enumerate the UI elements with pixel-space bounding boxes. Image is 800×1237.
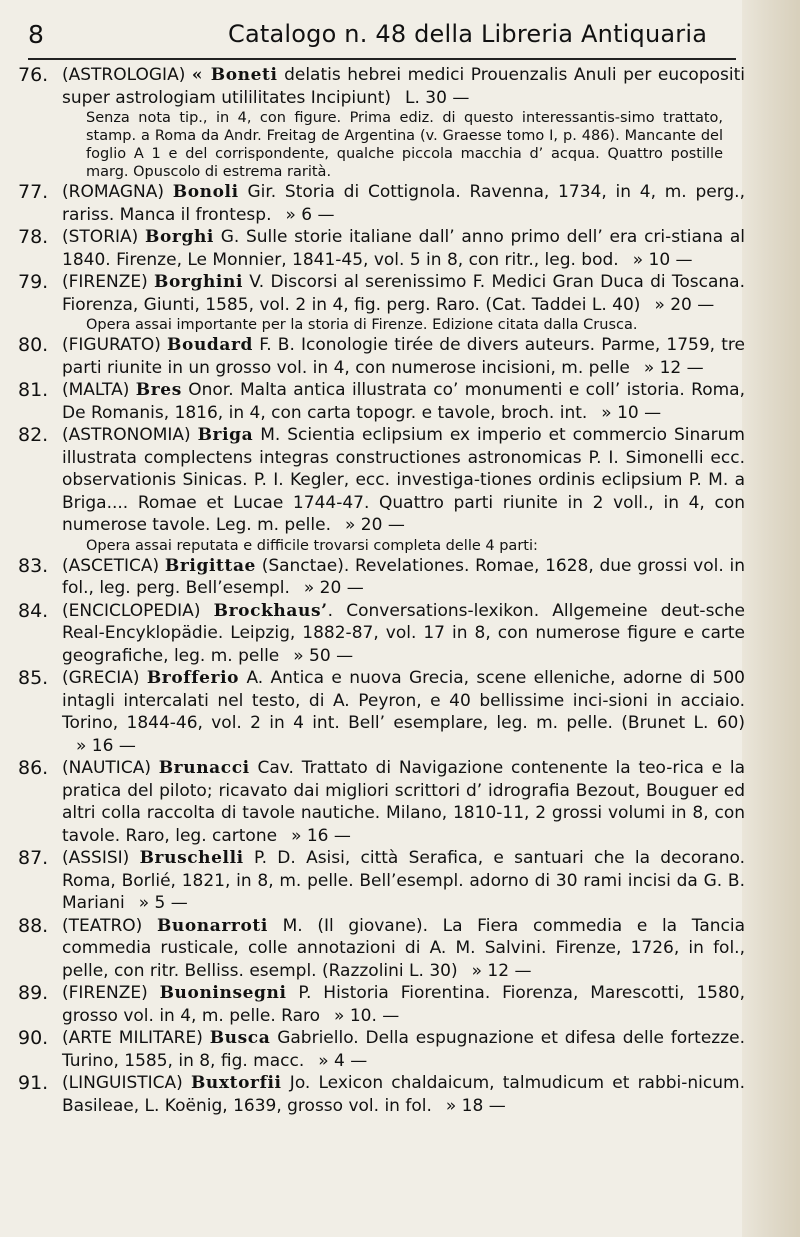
header-rule bbox=[28, 58, 736, 60]
entry-number: 88. bbox=[18, 914, 49, 937]
entry-number: 81. bbox=[18, 379, 49, 401]
entry-price: » 20 — bbox=[303, 578, 364, 598]
entry-subject: (FIRENZE) bbox=[62, 983, 160, 1003]
entry-author: Buxtorfii bbox=[190, 1073, 282, 1093]
entry-price: » 12 — bbox=[643, 357, 704, 378]
entry-number: 86. bbox=[18, 757, 49, 779]
entry-subject: (STORIA) bbox=[62, 227, 145, 247]
entry-description: V. Discorsi al serenissimo F. Medici Gran Duca di Toscana. Fiorenza, Giunti, 1585, vol. 2 in 4, fig. perg. Raro. (Cat. Taddei L. 40) bbox=[62, 272, 745, 315]
entry-subject: (ASCETICA) bbox=[62, 555, 165, 576]
catalog-entry bbox=[0, 379, 745, 424]
entry-price: » 10 — bbox=[601, 402, 662, 423]
entry-description: Cav. Trattato di Navigazione contenente la teo-rica e la pratica del piloto; ricavato dai migliori scrittori d’ idrografia Bezout, Bouguer ed altri colla raccolta di tavole nautiche. Milano, 1810-11, 2 grossi volumi in 8, con tavole. Raro, leg. cartone bbox=[62, 758, 745, 846]
entry-description: M. (Il giovane). La Fiera commedia e la Tancia commedia rusticale, colle annotazioni di A. M. Salvini. Firenze, 1726, in fol., pelle, con ritr. Belliss. esempl. (Razzolini L. 30) bbox=[62, 915, 745, 981]
entry-number: 84. bbox=[18, 599, 49, 622]
entry-body bbox=[0, 667, 745, 757]
entry-description: P. Historia Fiorentina. Fiorenza, Marescotti, 1580, grosso vol. in 4, m. pelle. Raro bbox=[62, 983, 745, 1026]
entry-description: A. Antica e nuova Grecia, scene elleniche, adorne di 500 intagli intercalati nel testo, di A. Peyron, e 40 bellissime inci-sioni in acciaio. Torino, 1844-46, vol. 2 in 4 int. Bell’ esemplare, leg. m. pelle. (Brunet L. 60) bbox=[62, 668, 745, 733]
entry-price: » 6 — bbox=[285, 204, 335, 225]
entry-price: » 4 — bbox=[318, 1050, 368, 1071]
entry-author: Busca bbox=[209, 1028, 271, 1048]
entry-subject: (FIRENZE) bbox=[62, 272, 155, 292]
catalog-entry bbox=[0, 847, 745, 915]
entry-body bbox=[0, 915, 745, 983]
entry-subject: (ASTROLOGIA) bbox=[62, 65, 192, 85]
entry-author: Briga bbox=[197, 425, 254, 445]
entry-author: Bonoli bbox=[172, 182, 239, 202]
running-title: Catalogo n. 48 della Libreria Antiquaria bbox=[228, 20, 708, 48]
entry-subject: (ENCICLOPEDIA) bbox=[62, 600, 214, 621]
entry-body bbox=[0, 226, 745, 271]
entry-price: » 50 — bbox=[293, 645, 354, 666]
entry-price: » 12 — bbox=[471, 960, 532, 981]
entry-note: Senza nota tip., in 4, con figure. Prima ediz. di questo interessantis-simo trattato, stamp. a Roma da Andr. Freitag de Argentina (v. Graesse tomo I, p. 486). Mancante del foglio A 1 e del corrispondente, qualche piccola macchia d’ acqua. Quattro postille marg. Opuscolo di estrema rarità. bbox=[86, 110, 723, 180]
entry-author: Buoninsegni bbox=[159, 983, 287, 1003]
entry-description: Gabriello. Della espugnazione et difesa delle fortezze. Turino, 1585, in 8, fig. macc. bbox=[62, 1028, 745, 1071]
entry-author: Brofferio bbox=[146, 668, 240, 688]
catalog-entry bbox=[0, 555, 745, 600]
catalog-entry bbox=[0, 1072, 745, 1117]
entry-author: Borghi bbox=[145, 227, 214, 247]
catalog-entry bbox=[0, 424, 745, 555]
entry-description: Onor. Malta antica illustrata co’ monumenti e coll’ istoria. Roma, De Romanis, 1816, in 4, con carta topogr. e tavole, broch. int. bbox=[62, 380, 745, 423]
entry-description: G. Sulle storie italiane dall’ anno primo dell’ era cri-stiana al 1840. Firenze, Le Monnier, 1841-45, vol. 5 in 8, con ritr., leg. bod. bbox=[62, 227, 745, 270]
page-number: 8 bbox=[28, 20, 44, 49]
entry-subject: (ASSISI) bbox=[62, 848, 140, 868]
entry-price: » 10 — bbox=[632, 249, 693, 270]
entry-body bbox=[0, 847, 745, 915]
catalog-entry bbox=[0, 226, 745, 271]
entry-author: Brockhaus’ bbox=[213, 600, 328, 621]
catalog-entry bbox=[0, 1027, 745, 1072]
entry-description: P. D. Asisi, città Serafica, e santuari che la decorano. Roma, Borlié, 1821, in 8, m. pelle. Bell’esempl. adorno di 30 rami incisi da G. B. Mariani bbox=[62, 848, 745, 913]
entry-body bbox=[0, 982, 745, 1027]
entry-description: . Conversations-lexikon. Allgemeine deut-sche Real-Encyklopädie. Leipzig, 1882-87, vol. 17 in 8, con numerose figure e carte geografiche, leg. m. pelle bbox=[62, 600, 745, 666]
entry-subject: (ASTRONOMIA) bbox=[62, 425, 198, 445]
catalog-entry bbox=[0, 915, 745, 983]
entry-note: Opera assai reputata e difficile trovarsi completa delle 4 parti: bbox=[86, 537, 538, 554]
entry-description: F. B. Iconologie tirée de divers auteurs. Parme, 1759, tre parti riunite in un grosso vol. in 4, con numerose incisioni, m. pelle bbox=[62, 335, 745, 378]
catalog-entry bbox=[0, 757, 745, 847]
entry-body bbox=[0, 757, 745, 847]
entry-number: 83. bbox=[18, 554, 49, 577]
catalog-entries bbox=[0, 64, 745, 1117]
entry-body bbox=[0, 181, 745, 226]
entry-number: 76. bbox=[18, 64, 49, 86]
entry-note: Opera assai importante per la storia di Firenze. Edizione citata dalla Crusca. bbox=[86, 317, 638, 333]
catalog-entry bbox=[0, 982, 745, 1027]
entry-body bbox=[0, 424, 745, 537]
entry-author: Borghini bbox=[154, 272, 244, 292]
entry-price: » 18 — bbox=[445, 1095, 506, 1116]
entry-number: 82. bbox=[18, 424, 49, 446]
entry-body bbox=[0, 379, 745, 424]
entry-price: » 16 — bbox=[291, 825, 351, 846]
entry-price: » 10. — bbox=[334, 1005, 400, 1026]
entry-price: » 20 — bbox=[345, 515, 405, 535]
entry-number: 78. bbox=[18, 226, 49, 248]
entry-description: M. Scientia eclipsium ex imperio et commercio Sinarum illustrata complectens integras constructiones astronomicas P. I. Simonelli ecc. observationis Sinicas. P. I. Kegler, ecc. investiga-tiones ordinis eclipsium P. M. a Briga.... Romae et Lucae 1744-47. Quattro parti riunite in 2 voll., in 4, con numerose tavole. Leg. m. pelle. bbox=[62, 425, 745, 535]
entry-price: » 16 — bbox=[76, 735, 136, 756]
entry-body bbox=[0, 271, 745, 316]
entry-number: 79. bbox=[18, 271, 49, 293]
entry-description: Jo. Lexicon chaldaicum, talmudicum et rabbi-nicum. Basileae, L. Koënig, 1639, grosso vol. in fol. bbox=[62, 1073, 745, 1116]
entry-subject: (LINGUISTICA) bbox=[62, 1073, 191, 1093]
entry-subject: (GRECIA) bbox=[62, 668, 147, 688]
entry-price: » 5 — bbox=[138, 893, 188, 913]
entry-author: Boudard bbox=[167, 335, 254, 355]
entry-subject: (ROMAGNA) bbox=[62, 182, 173, 202]
entry-number: 90. bbox=[18, 1027, 49, 1049]
entry-subject: (ARTE MILITARE) bbox=[62, 1028, 210, 1048]
entry-number: 80. bbox=[18, 334, 49, 356]
catalog-entry bbox=[0, 271, 745, 334]
entry-body bbox=[0, 1027, 745, 1072]
entry-number: 77. bbox=[18, 181, 49, 203]
entry-price: » 20 — bbox=[654, 294, 715, 315]
entry-body bbox=[0, 600, 745, 668]
entry-description: (Sanctae). Revelationes. Romae, 1628, due grossi vol. in fol., leg. perg. Bell’esempl. bbox=[62, 555, 745, 598]
entry-number: 87. bbox=[18, 847, 49, 869]
entry-author: Buonarroti bbox=[156, 915, 268, 936]
entry-body bbox=[0, 64, 745, 109]
entry-author: Brunacci bbox=[158, 758, 250, 778]
entry-subject: (NAUTICA) bbox=[62, 758, 159, 778]
catalog-entry bbox=[0, 334, 745, 379]
entry-body bbox=[0, 334, 745, 379]
entry-author: Bruschelli bbox=[139, 848, 244, 868]
catalog-entry bbox=[0, 181, 745, 226]
catalog-entry bbox=[0, 667, 745, 757]
entry-number: 89. bbox=[18, 982, 49, 1004]
entry-author: « Boneti bbox=[191, 65, 278, 85]
entry-description: Gir. Storia di Cottignola. Ravenna, 1734, in 4, m. perg., rariss. Manca il frontesp. bbox=[62, 182, 745, 225]
catalog-entry bbox=[0, 64, 745, 181]
entry-price: L. 30 — bbox=[405, 87, 470, 108]
entry-author: Bres bbox=[135, 380, 182, 400]
entry-author: Brigittae bbox=[164, 555, 256, 576]
entry-description: delatis hebrei medici Prouenzalis Anuli per eucopositi super astrologiam utililitates Incipiunt) bbox=[62, 65, 745, 108]
entry-subject: (TEATRO) bbox=[62, 915, 157, 936]
entry-body bbox=[0, 1072, 745, 1117]
entry-subject: (MALTA) bbox=[62, 380, 136, 400]
page-edge-shadow bbox=[742, 0, 800, 1237]
entry-number: 85. bbox=[18, 667, 49, 689]
entry-number: 91. bbox=[18, 1072, 49, 1094]
entry-body bbox=[0, 555, 745, 600]
page-header bbox=[0, 14, 760, 54]
entry-subject: (FIGURATO) bbox=[62, 335, 168, 355]
catalog-entry bbox=[0, 600, 745, 668]
